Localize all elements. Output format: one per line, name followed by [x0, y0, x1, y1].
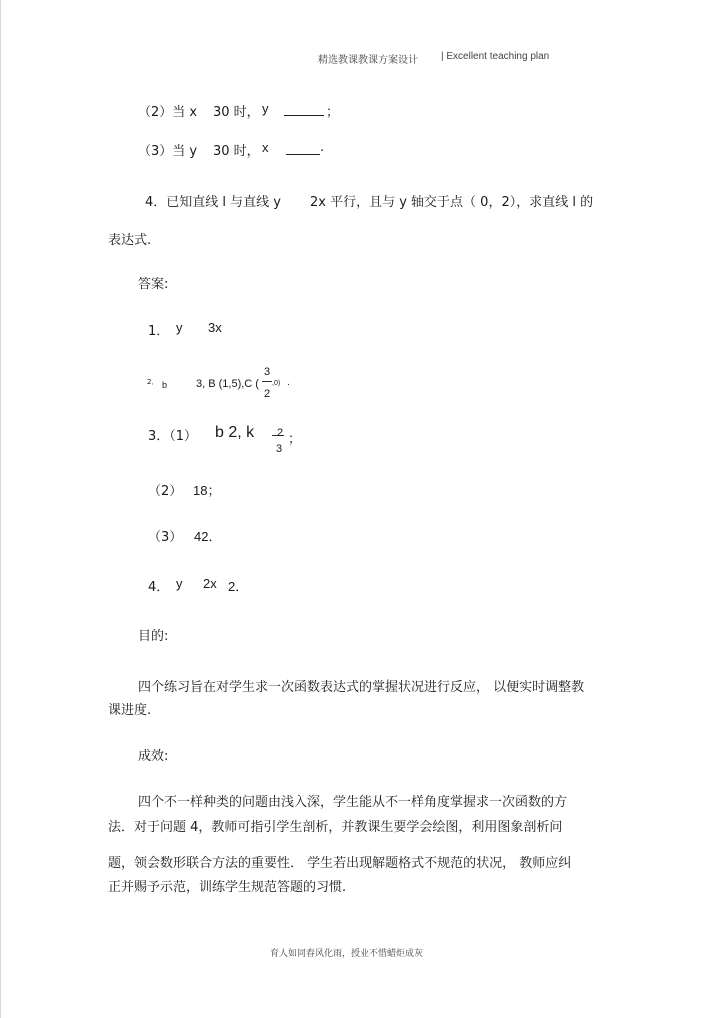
answer-3-3-value: 42．: [194, 529, 222, 544]
page-edge: [0, 0, 1, 1018]
purpose-line-1: 四个练习旨在对学生求一次函数表达式的掌握状况进行反应， 以便实时调整教: [138, 680, 585, 695]
q2-answer-blank: [284, 103, 324, 116]
answer-3-frac-den: 3: [276, 443, 283, 455]
answer-2-b: b: [162, 380, 168, 390]
q4-part1: 4．已知直线 l 与直线 y: [145, 195, 281, 210]
q4-part2: 2x 平行，且与 y 轴交于点（ 0，2），求直线 l 的: [310, 195, 594, 210]
result-line-2: 法．对于问题 4，教师可指引学生剖析，并教课生要学会绘图，利用图象剖析问: [108, 820, 563, 835]
answer-2-dot: .: [287, 378, 290, 388]
q4-line2: 表达式.: [108, 233, 152, 248]
answer-3-expr: b 2, k: [215, 424, 255, 441]
q3-answer-blank: [286, 142, 320, 155]
result-line-1: 四个不一样种类的问题由浅入深，学生能从不一样角度掌握求一次函数的方: [138, 795, 568, 810]
q2-label: （2）当 x: [138, 105, 198, 120]
purpose-line-2: 课进度.: [108, 703, 152, 718]
answer-3-2-label: （2）: [148, 484, 183, 499]
result-line-3: 题，领会数形联合方法的重要性． 学生若出现解题格式不规范的状况， 教师应纠: [108, 856, 572, 871]
answer-4-num: 4．: [148, 580, 170, 595]
answer-4-const: 2．: [228, 579, 249, 594]
result-line-4: 正并赐予示范，训练学生规范答题的习惯.: [108, 880, 347, 895]
q3-end: .: [320, 140, 325, 155]
answer-4-expr: 2x: [203, 576, 217, 591]
answer-2-tail: ,0): [272, 380, 281, 387]
answer-3-2-value: 18；: [193, 483, 221, 498]
answer-2-expr: 3, B (1,5),C (: [196, 378, 259, 390]
answer-3-3-label: （3）: [148, 530, 183, 545]
answer-1-expr: 3x: [208, 320, 222, 335]
footer-text: 育人如同春风化雨，授业不惜蜡炬成灰: [270, 949, 424, 959]
answer-3-end: ；: [288, 432, 302, 447]
answer-2-num: 2．: [147, 378, 159, 386]
answer-2-frac-bar: [262, 381, 272, 382]
header-right: | Excellent teaching plan: [441, 51, 550, 62]
answer-3-frac-num: 2: [277, 427, 284, 439]
q2-end: ；: [326, 105, 340, 120]
q3-value: 30 时，: [213, 144, 260, 159]
answer-3-label: 3．（1）: [148, 429, 198, 444]
q3-label: （3）当 y: [138, 144, 198, 159]
answer-2-frac-den: 2: [264, 388, 271, 400]
answers-heading: 答案:: [138, 277, 169, 292]
result-heading: 成效:: [138, 749, 169, 764]
answer-2-frac-num: 3: [264, 366, 271, 378]
q2-var: y: [262, 101, 269, 116]
answer-1-y: y: [176, 320, 183, 335]
purpose-heading: 目的:: [138, 629, 169, 644]
q3-var: x: [262, 140, 269, 155]
answer-1-num: 1．: [148, 324, 170, 339]
q2-value: 30 时，: [213, 105, 260, 120]
header-left: 精选教课教课方案设计: [318, 55, 418, 66]
answer-4-y: y: [176, 576, 183, 591]
